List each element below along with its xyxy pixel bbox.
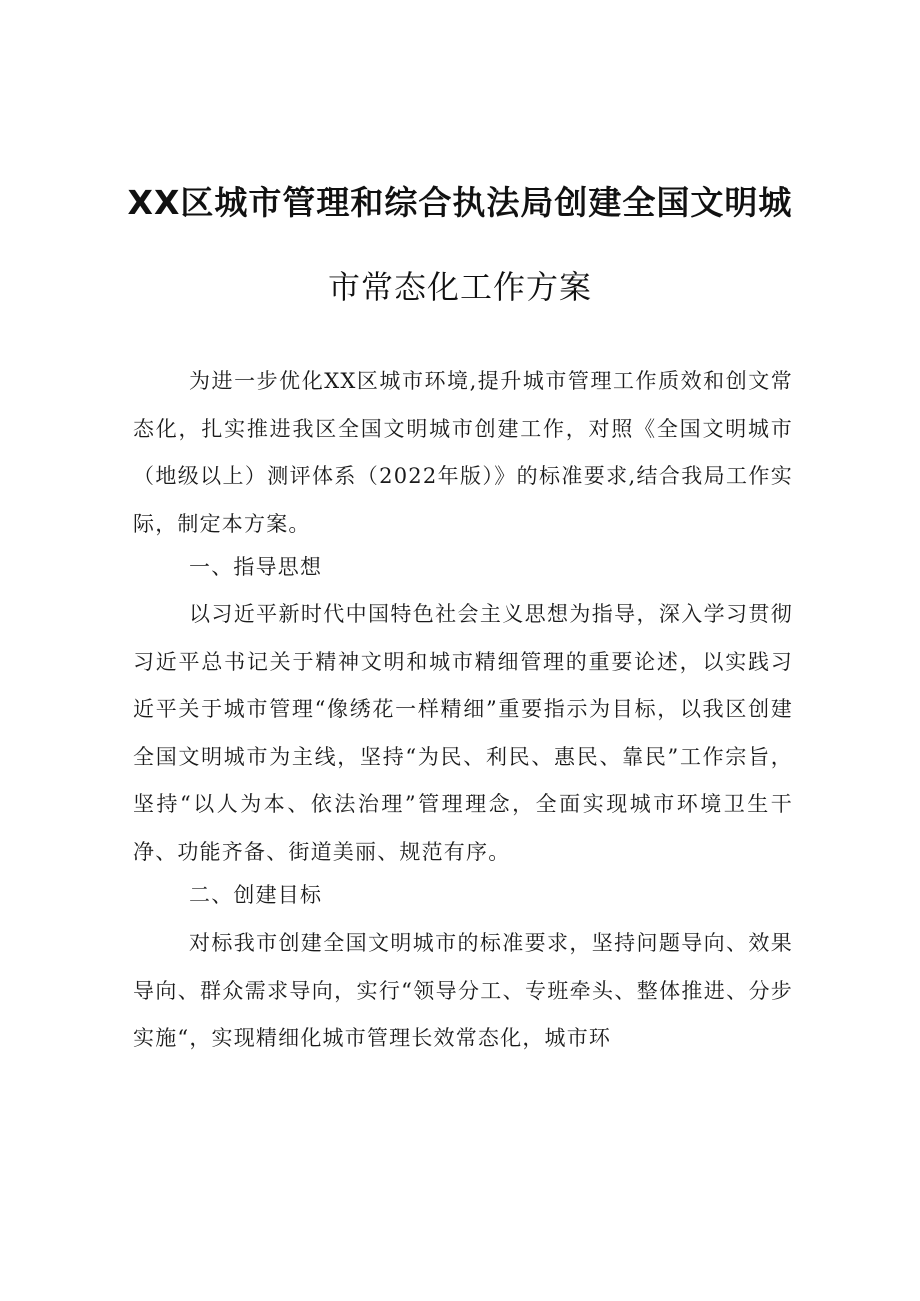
document-title-line-1: XX区城市管理和综合执法局创建全国文明城 bbox=[127, 183, 793, 222]
section-heading-guiding-ideology: 一、指导思想 bbox=[189, 555, 323, 579]
section-heading-goals: 二、创建目标 bbox=[189, 883, 323, 907]
guiding-ideology-paragraph: 以习近平新时代中国特色社会主义思想为指导，深入学习贯彻习近平总书记关于精神文明和城市精细管理的重要论述，以实践习近平关于城市管理“像绣花一样精细”重要指示为目标，以我区创建全国文明城市为主线，坚持“为民、利民、惠民、靠民”工作宗旨，坚持“以人为本、依法治理”管理理念，全面实现城市环境卫生干净、功能齐备、街道美丽、规范有序。 bbox=[133, 602, 793, 864]
document-title-line-2: 市常态化工作方案 bbox=[327, 268, 592, 306]
intro-paragraph: 为进一步优化XX区城市环境,提升城市管理工作质效和创文常态化，扎实推进我区全国文明城市创建工作，对照《全国文明城市（地级以上）测评体系（2022年版）》的标准要求,结合我局工作实际，制定本方案。 bbox=[133, 369, 793, 536]
goals-paragraph: 对标我市创建全国文明城市的标准要求，坚持问题导向、效果导向、群众需求导向，实行“领导分工、专班牵头、整体推进、分步实施“，实现精细化城市管理长效常态化，城市环 bbox=[133, 931, 793, 1050]
